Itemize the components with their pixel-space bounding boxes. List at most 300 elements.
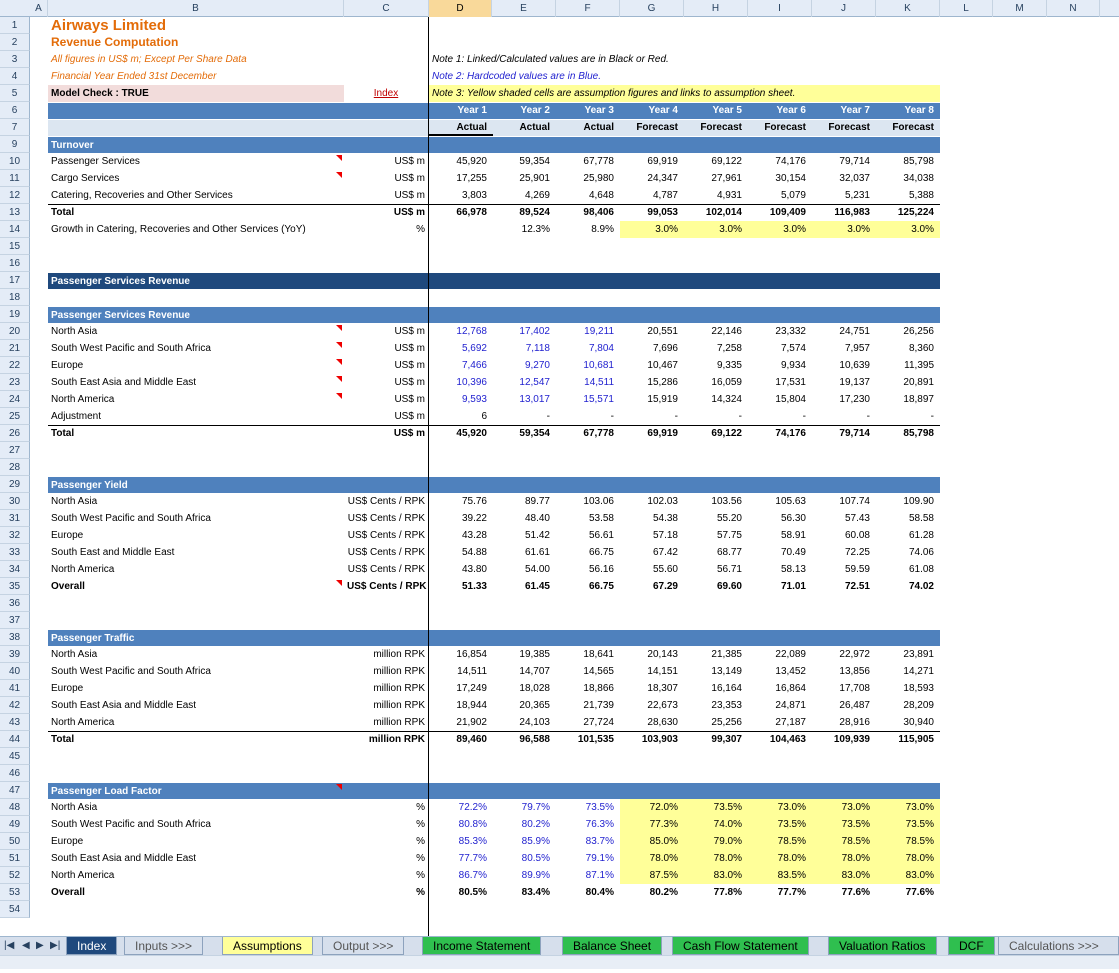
value-cell[interactable]: 48.40 [524,513,550,524]
value-cell[interactable]: 13,856 [839,666,870,677]
comment-indicator-icon[interactable] [336,359,342,365]
row-number[interactable]: 16 [0,255,30,272]
value-cell[interactable]: 22,089 [775,649,806,660]
value-cell[interactable]: 73.5% [748,816,812,833]
value-cell[interactable]: 34,038 [903,173,934,184]
value-cell[interactable]: 58.13 [780,564,806,575]
row-36[interactable] [0,595,1119,612]
column-header-l[interactable]: L [940,0,993,17]
column-header-a[interactable]: A [30,0,48,17]
row-4[interactable] [0,68,1119,85]
value-cell[interactable]: 72.51 [844,581,870,592]
row-50[interactable] [0,833,1119,850]
unit-cell[interactable]: US$ Cents / RPK [347,513,425,524]
value-cell[interactable]: 17,531 [775,377,806,388]
value-cell[interactable]: 16,854 [456,649,487,660]
value-cell[interactable]: 14,324 [711,394,742,405]
value-cell[interactable]: 15,286 [647,377,678,388]
section-title[interactable]: Turnover [51,140,94,151]
value-cell[interactable]: 27,961 [711,173,742,184]
row-12[interactable] [0,187,1119,204]
value-cell[interactable]: 66.75 [588,581,614,592]
column-header-h[interactable]: H [684,0,748,17]
value-cell[interactable]: 14,511 [457,666,487,677]
value-cell[interactable]: 4,269 [524,190,550,201]
row-label[interactable]: Total [51,428,75,439]
value-cell[interactable]: 9,934 [780,360,806,371]
year-label[interactable]: Year 3 [584,105,614,116]
value-cell[interactable]: 5,388 [908,190,934,201]
value-cell[interactable]: 102,014 [705,207,742,218]
value-cell[interactable]: 80.5% [458,887,487,898]
row-14[interactable] [0,221,1119,238]
row-number[interactable]: 52 [0,867,30,884]
value-cell[interactable]: 56.16 [588,564,614,575]
value-cell[interactable]: 58.58 [908,513,934,524]
year-label[interactable]: Year 2 [520,105,550,116]
value-cell[interactable]: 72.25 [844,547,870,558]
year-label[interactable]: Year 4 [648,105,678,116]
unit-cell[interactable]: million RPK [373,700,425,711]
value-cell[interactable]: 58.91 [780,530,806,541]
value-cell[interactable]: 7,118 [525,343,550,354]
value-cell[interactable]: 20,365 [519,700,550,711]
unit-cell[interactable]: % [416,836,425,847]
unit-cell[interactable]: million RPK [373,649,425,660]
value-cell[interactable]: 54.88 [461,547,487,558]
value-cell[interactable]: 5,692 [461,343,487,354]
column-header-d[interactable]: D [429,0,492,17]
value-cell[interactable]: 8.9% [591,224,614,235]
value-cell[interactable]: 18,593 [903,683,934,694]
value-cell[interactable]: - [610,411,614,422]
row-43[interactable] [0,714,1119,731]
year-label[interactable]: Year 7 [840,105,870,116]
value-cell[interactable]: 56.71 [716,564,742,575]
row-5[interactable] [0,85,1119,102]
next-sheet-icon[interactable]: ▶ [36,940,44,951]
row-label[interactable]: South West Pacific and South Africa [51,343,211,354]
value-cell[interactable]: 85.3% [458,836,487,847]
row-34[interactable] [0,561,1119,578]
sheet-tab-bar[interactable] [0,936,1119,955]
value-cell[interactable]: 116,983 [834,207,870,218]
value-cell[interactable]: 85.9% [521,836,550,847]
value-cell[interactable]: 79.0% [684,833,748,850]
sheet-tab-output[interactable]: Output >>> [322,937,404,955]
comment-indicator-icon[interactable] [336,172,342,178]
value-cell[interactable]: 23,891 [903,649,934,660]
value-cell[interactable]: 69,122 [711,156,742,167]
row-label[interactable]: South East Asia and Middle East [51,853,197,864]
sheet-tab-calculations-s[interactable]: Calculations >>> [998,937,1119,955]
value-cell[interactable]: 25,980 [583,173,614,184]
value-cell[interactable]: 78.0% [812,850,876,867]
value-cell[interactable]: 12.3% [521,224,550,235]
row-37[interactable] [0,612,1119,629]
row-number[interactable]: 47 [0,782,30,799]
period-label[interactable]: Forecast [828,122,870,133]
row-25[interactable] [0,408,1119,425]
value-cell[interactable]: 3,803 [461,190,487,201]
value-cell[interactable]: 18,641 [583,649,614,660]
value-cell[interactable]: 83.0% [684,867,748,884]
row-number[interactable]: 12 [0,187,30,204]
row-label[interactable]: Growth in Catering, Recoveries and Other Services (YoY) [51,224,306,235]
value-cell[interactable]: 67,778 [583,156,614,167]
value-cell[interactable]: 83.7% [585,836,614,847]
row-number[interactable]: 36 [0,595,30,612]
unit-cell[interactable]: % [416,224,425,235]
row-26[interactable] [0,425,1119,442]
row-number[interactable]: 18 [0,289,30,306]
value-cell[interactable]: 8,360 [908,343,934,354]
value-cell[interactable]: 69.60 [716,581,742,592]
row-47[interactable] [0,782,1119,799]
column-header-i[interactable]: I [748,0,812,17]
value-cell[interactable]: 28,916 [839,717,870,728]
value-cell[interactable]: - [738,411,742,422]
value-cell[interactable]: 25,256 [711,717,742,728]
value-cell[interactable]: 51.42 [524,530,550,541]
value-cell[interactable]: 109.90 [903,496,934,507]
comment-indicator-icon[interactable] [336,376,342,382]
value-cell[interactable]: 16,059 [711,377,742,388]
row-18[interactable] [0,289,1119,306]
model-subtitle[interactable]: Revenue Computation [51,35,179,49]
row-label[interactable]: North Asia [51,802,98,813]
value-cell[interactable]: 103.06 [583,496,614,507]
value-cell[interactable]: 73.5% [585,802,614,813]
year-label[interactable]: Year 6 [776,105,806,116]
value-cell[interactable]: 77.6% [841,887,870,898]
row-number[interactable]: 19 [0,306,30,323]
row-number[interactable]: 34 [0,561,30,578]
section-title[interactable]: Passenger Load Factor [51,786,162,797]
row-number[interactable]: 6 [0,102,30,119]
value-cell[interactable]: 87.1% [585,870,614,881]
value-cell[interactable]: 77.8% [713,887,742,898]
value-cell[interactable]: 21,739 [583,700,614,711]
column-header-f[interactable]: F [556,0,620,17]
row-48[interactable] [0,799,1119,816]
period-label[interactable]: Forecast [636,122,678,133]
row-16[interactable] [0,255,1119,272]
index-link[interactable]: Index [373,88,399,99]
row-number[interactable]: 24 [0,391,30,408]
unit-cell[interactable]: % [416,887,425,898]
unit-cell[interactable]: US$ m [394,173,425,184]
value-cell[interactable]: 61.45 [524,581,550,592]
value-cell[interactable]: 15,919 [647,394,678,405]
value-cell[interactable]: 83.4% [521,887,550,898]
value-cell[interactable]: 3.0% [748,221,812,238]
row-number[interactable]: 25 [0,408,30,425]
value-cell[interactable]: 7,466 [461,360,487,371]
row-number[interactable]: 15 [0,238,30,255]
first-sheet-icon[interactable]: |◀ [4,940,15,951]
year-label[interactable]: Year 5 [712,105,742,116]
value-cell[interactable]: 83.0% [876,867,940,884]
row-number[interactable]: 53 [0,884,30,901]
value-cell[interactable]: 66,978 [456,207,487,218]
row-52[interactable] [0,867,1119,884]
value-cell[interactable]: 15,571 [583,394,614,405]
row-number[interactable]: 26 [0,425,30,442]
value-cell[interactable]: 4,787 [652,190,678,201]
row-number[interactable]: 13 [0,204,30,221]
value-cell[interactable]: 73.0% [748,799,812,816]
comment-indicator-icon[interactable] [336,325,342,331]
value-cell[interactable]: 98,406 [583,207,614,218]
period-label[interactable]: Forecast [700,122,742,133]
row-number[interactable]: 4 [0,68,30,85]
unit-cell[interactable]: US$ m [394,411,425,422]
value-cell[interactable]: 12,768 [456,326,487,337]
value-cell[interactable]: 9,270 [524,360,550,371]
value-cell[interactable]: 96,588 [519,734,550,745]
value-cell[interactable]: 12,547 [519,377,550,388]
unit-cell[interactable]: million RPK [373,717,425,728]
sheet-tab-valuation-ratios[interactable]: Valuation Ratios [828,937,937,955]
value-cell[interactable]: 23,353 [711,700,742,711]
section-title[interactable]: Passenger Yield [51,480,128,491]
row-49[interactable] [0,816,1119,833]
value-cell[interactable]: 53.58 [588,513,614,524]
units-note[interactable]: All figures in US$ m; Except Per Share Data [51,54,247,65]
row-number[interactable]: 10 [0,153,30,170]
value-cell[interactable]: 80.5% [521,853,550,864]
row-label[interactable]: Europe [51,683,84,694]
unit-cell[interactable]: US$ m [394,343,425,354]
value-cell[interactable]: 60.08 [844,530,870,541]
unit-cell[interactable]: million RPK [373,666,425,677]
value-cell[interactable]: 55.20 [716,513,742,524]
year-label[interactable]: Year 1 [457,105,487,116]
row-label[interactable]: North America [51,717,115,728]
value-cell[interactable]: 125,224 [897,207,934,218]
value-cell[interactable]: 17,708 [839,683,870,694]
sheet-tab-balance-sheet[interactable]: Balance Sheet [562,937,662,955]
value-cell[interactable]: 67.42 [652,547,678,558]
row-40[interactable] [0,663,1119,680]
value-cell[interactable]: 51.33 [461,581,487,592]
model-title[interactable]: Airways Limited [51,17,167,34]
row-label[interactable]: Europe [51,530,84,541]
row-number[interactable]: 9 [0,136,30,153]
row-label[interactable]: North America [51,394,115,405]
value-cell[interactable]: 13,452 [775,666,806,677]
row-number[interactable]: 29 [0,476,30,493]
row-label[interactable]: Europe [51,836,84,847]
value-cell[interactable]: 14,271 [903,666,934,677]
value-cell[interactable]: 9,335 [716,360,742,371]
value-cell[interactable]: 89.9% [521,870,550,881]
value-cell[interactable]: 89.77 [524,496,550,507]
value-cell[interactable]: 79,714 [839,428,870,439]
value-cell[interactable]: 13,149 [711,666,742,677]
row-number[interactable]: 33 [0,544,30,561]
value-cell[interactable]: 10,639 [839,360,870,371]
unit-cell[interactable]: US$ m [393,207,425,218]
value-cell[interactable]: 99,053 [647,207,678,218]
value-cell[interactable]: 39.22 [461,513,487,524]
value-cell[interactable]: 32,037 [839,173,870,184]
value-cell[interactable]: 45,920 [456,156,487,167]
row-53[interactable] [0,884,1119,901]
value-cell[interactable]: 85.0% [620,833,684,850]
value-cell[interactable]: 13,017 [519,394,550,405]
unit-cell[interactable]: US$ m [394,326,425,337]
row-number[interactable]: 2 [0,34,30,51]
row-number[interactable]: 49 [0,816,30,833]
row-9[interactable] [0,136,1119,153]
row-number[interactable]: 48 [0,799,30,816]
value-cell[interactable]: 78.5% [812,833,876,850]
unit-cell[interactable]: % [416,819,425,830]
row-label[interactable]: North Asia [51,496,98,507]
value-cell[interactable]: 76.3% [585,819,614,830]
value-cell[interactable]: 5,079 [780,190,806,201]
value-cell[interactable]: 24,347 [647,173,678,184]
row-label[interactable]: North Asia [51,326,98,337]
row-13[interactable] [0,204,1119,221]
row-number[interactable]: 5 [0,85,30,102]
value-cell[interactable]: 70.49 [780,547,806,558]
value-cell[interactable]: 19,211 [584,326,614,337]
period-label[interactable]: Actual [519,122,550,133]
value-cell[interactable]: 7,574 [780,343,806,354]
value-cell[interactable]: 77.7% [458,853,487,864]
value-cell[interactable]: 16,864 [775,683,806,694]
row-7[interactable] [0,119,1119,136]
row-label[interactable]: North America [51,564,115,575]
row-20[interactable] [0,323,1119,340]
value-cell[interactable]: 19,385 [519,649,550,660]
value-cell[interactable]: 28,630 [647,717,678,728]
value-cell[interactable]: 21,902 [456,717,487,728]
row-label[interactable]: North America [51,870,115,881]
value-cell[interactable]: 3.0% [684,221,748,238]
value-cell[interactable]: 85,798 [903,428,934,439]
value-cell[interactable]: 59.59 [844,564,870,575]
value-cell[interactable]: 7,258 [716,343,742,354]
value-cell[interactable]: 7,696 [652,343,678,354]
value-cell[interactable]: 3.0% [620,221,684,238]
value-cell[interactable]: 45,920 [456,428,487,439]
value-cell[interactable]: 69,919 [647,428,678,439]
column-header-e[interactable]: E [492,0,556,17]
sheet-tab-dcf[interactable]: DCF [948,937,995,955]
value-cell[interactable]: 19,137 [839,377,870,388]
row-label[interactable]: Europe [51,360,84,371]
value-cell[interactable]: 18,307 [647,683,678,694]
row-22[interactable] [0,357,1119,374]
value-cell[interactable]: - [674,411,678,422]
row-number[interactable]: 46 [0,765,30,782]
value-cell[interactable]: 55.60 [652,564,678,575]
value-cell[interactable]: 102.03 [647,496,678,507]
row-3[interactable] [0,51,1119,68]
value-cell[interactable]: 16,164 [711,683,742,694]
row-label[interactable]: South East Asia and Middle East [51,377,197,388]
value-cell[interactable]: 7,804 [588,343,614,354]
value-cell[interactable] [429,221,493,238]
value-cell[interactable]: 18,897 [903,394,934,405]
value-cell[interactable]: 6 [481,411,487,422]
row-number[interactable]: 43 [0,714,30,731]
model-check[interactable]: Model Check : TRUE [48,85,344,102]
value-cell[interactable]: 86.7% [458,870,487,881]
row-number[interactable]: 1 [0,17,30,34]
period-label[interactable]: Forecast [764,122,806,133]
value-cell[interactable]: 77.6% [905,887,934,898]
value-cell[interactable]: 79,714 [839,156,870,167]
value-cell[interactable]: - [546,411,550,422]
row-number[interactable]: 7 [0,119,30,136]
value-cell[interactable]: 80.2% [521,819,550,830]
unit-cell[interactable]: US$ m [394,190,425,201]
note-1[interactable]: Note 1: Linked/Calculated values are in Black or Red. [432,54,669,65]
unit-cell[interactable]: US$ m [394,377,425,388]
value-cell[interactable]: 23,332 [775,326,806,337]
value-cell[interactable]: 14,151 [647,666,678,677]
row-number[interactable]: 38 [0,629,30,646]
row-number[interactable]: 30 [0,493,30,510]
value-cell[interactable]: 56.61 [588,530,614,541]
value-cell[interactable]: 4,648 [588,190,614,201]
value-cell[interactable]: 89,460 [456,734,487,745]
value-cell[interactable]: 59,354 [519,156,550,167]
unit-cell[interactable]: US$ Cents / RPK [347,530,425,541]
value-cell[interactable]: 3.0% [876,221,940,238]
value-cell[interactable]: 15,804 [775,394,806,405]
row-30[interactable] [0,493,1119,510]
section-title[interactable]: Passenger Services Revenue [51,276,190,287]
value-cell[interactable]: 77.3% [620,816,684,833]
sheet-tab-index[interactable]: Index [66,937,117,955]
row-number[interactable]: 41 [0,680,30,697]
value-cell[interactable]: 99,307 [711,734,742,745]
value-cell[interactable]: 78.0% [876,850,940,867]
row-number[interactable]: 20 [0,323,30,340]
value-cell[interactable]: 43.80 [461,564,487,575]
value-cell[interactable]: 54.38 [652,513,678,524]
value-cell[interactable]: 26,487 [839,700,870,711]
row-number[interactable]: 11 [0,170,30,187]
value-cell[interactable]: 69,122 [711,428,742,439]
value-cell[interactable]: 18,944 [456,700,487,711]
value-cell[interactable]: 18,028 [519,683,550,694]
value-cell[interactable]: 72.2% [458,802,487,813]
row-number[interactable]: 54 [0,901,30,918]
row-label[interactable]: Overall [51,887,85,898]
value-cell[interactable]: 21,385 [711,649,742,660]
sheet-tab-assumptions[interactable]: Assumptions [222,937,313,955]
value-cell[interactable]: 78.5% [876,833,940,850]
row-label[interactable]: Passenger Services [51,156,140,167]
row-number[interactable]: 39 [0,646,30,663]
value-cell[interactable]: 78.5% [748,833,812,850]
comment-indicator-icon[interactable] [336,784,342,790]
row-1[interactable] [0,17,1119,34]
value-cell[interactable]: 74.02 [908,581,934,592]
unit-cell[interactable]: million RPK [368,734,425,745]
value-cell[interactable]: 28,209 [903,700,934,711]
value-cell[interactable]: 74,176 [775,428,806,439]
row-number[interactable]: 23 [0,374,30,391]
section-title[interactable]: Passenger Services Revenue [51,310,190,321]
